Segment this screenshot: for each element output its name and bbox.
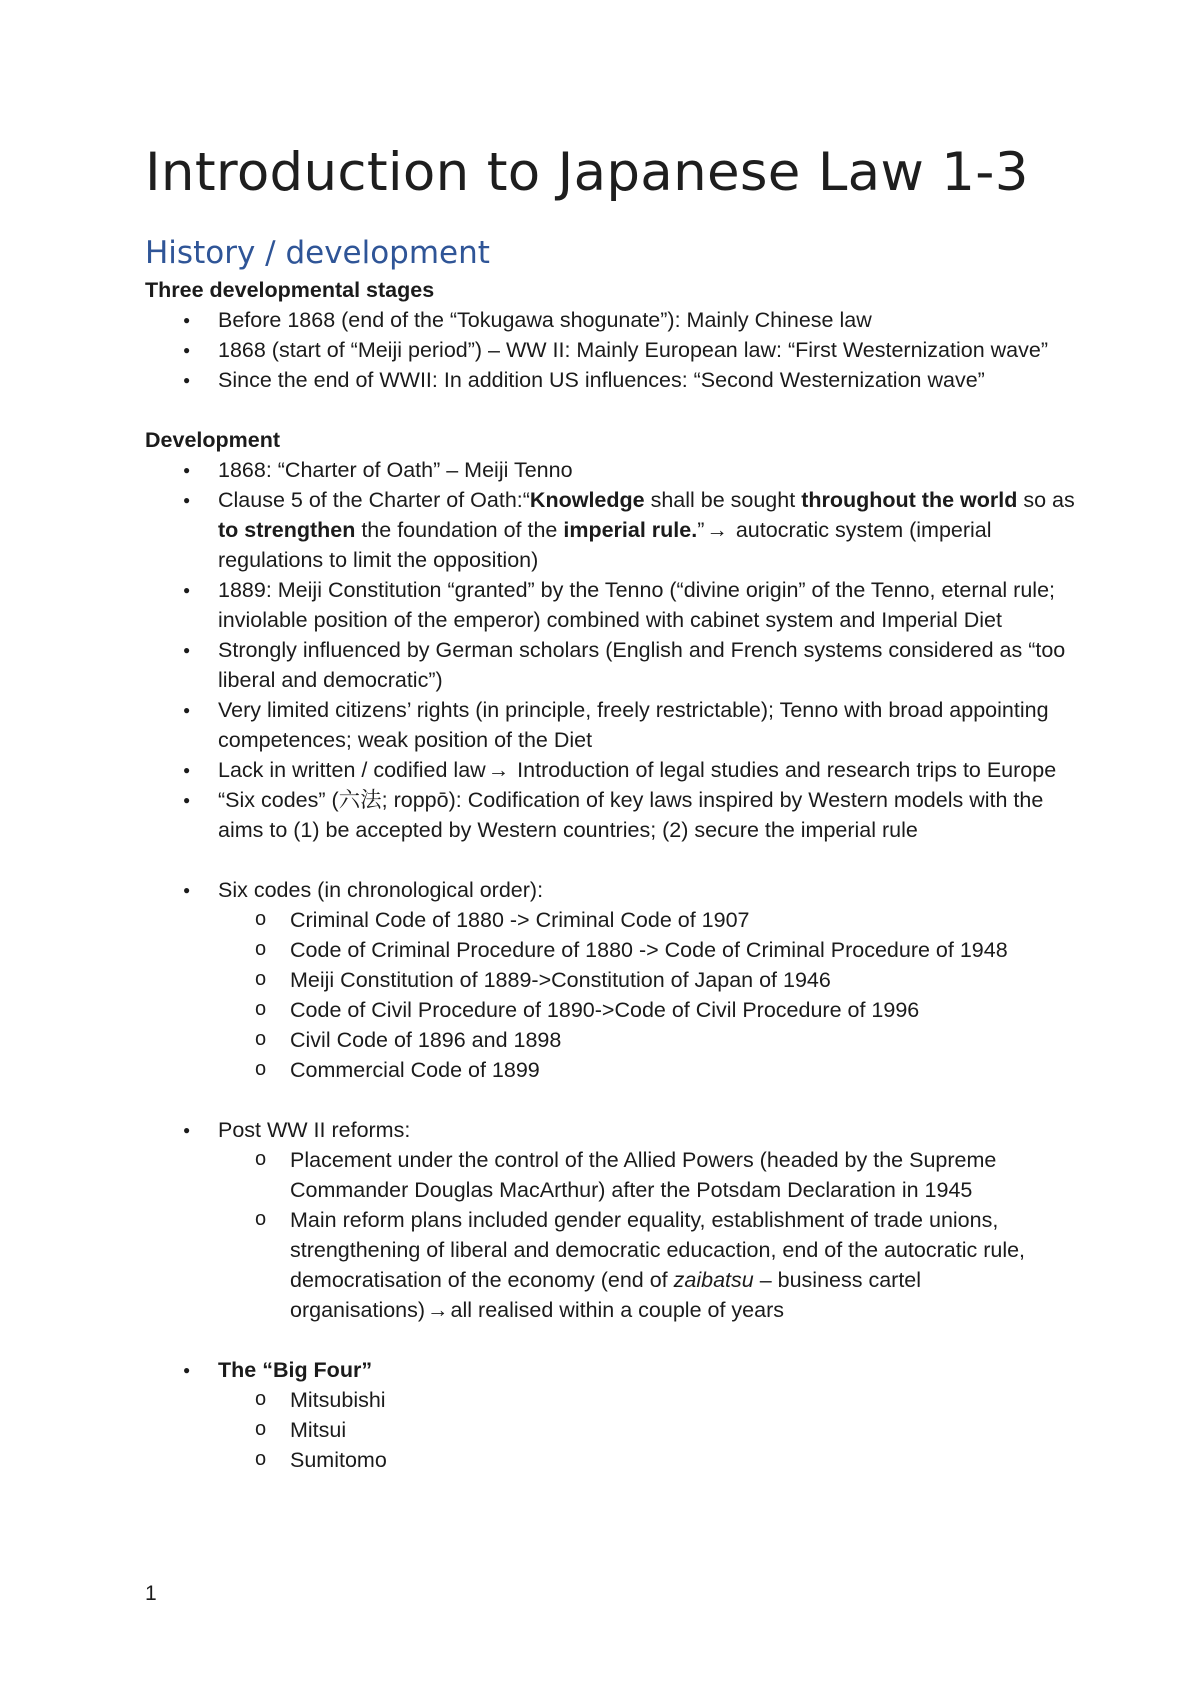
sub-list-item: o Placement under the control of the Allied Powers (headed by the Supreme Commander Douglas MacArthur) after the Potsdam Declaration in 1945 bbox=[145, 1145, 1075, 1205]
list-item: ● 1868: “Charter of Oath” – Meiji Tenno bbox=[145, 455, 1075, 485]
document-title: Introduction to Japanese Law 1-3 bbox=[145, 142, 1029, 203]
sub-list-item: o Mitsui bbox=[145, 1415, 1075, 1445]
section-heading-history: History / development bbox=[145, 235, 490, 271]
arrow-icon: → bbox=[706, 518, 728, 542]
list-item: ● The “Big Four” o Mitsubishi o Mitsui o Sumitomo bbox=[145, 1355, 1075, 1475]
sub-list-item: o Civil Code of 1896 and 1898 bbox=[145, 1025, 1075, 1055]
list-item: ● Before 1868 (end of the “Tokugawa shogunate”): Mainly Chinese law bbox=[145, 305, 1075, 335]
big-four-list bbox=[145, 1355, 1075, 1475]
development-list bbox=[145, 455, 1075, 845]
sub-list-item: o Meiji Constitution of 1889->Constitution of Japan of 1946 bbox=[145, 965, 1075, 995]
arrow-icon: → bbox=[427, 1298, 449, 1322]
sub-list-item: o Criminal Code of 1880 -> Criminal Code of 1907 bbox=[145, 905, 1075, 935]
list-item: ● Very limited citizens’ rights (in principle, freely restrictable); Tenno with broad appointing competences; weak position of the Diet bbox=[145, 695, 1075, 755]
six-codes-list bbox=[145, 875, 1075, 1085]
list-item: ● Post WW II reforms: o Placement under the control of the Allied Powers (headed by the Supreme Commander Douglas MacArthur) after the Potsdam Declaration in 1945 o Main reform plans included gender equality, establishment of trade unions, strengthening of liberal and democratic educaction, end of the autocratic rule, democratisation of the economy (end of zaibatsu – business cartel organisations)→all realised within a couple of years bbox=[145, 1115, 1075, 1325]
post-ww2-list bbox=[145, 1115, 1075, 1325]
list-item: ● 1868 (start of “Meiji period”) – WW II: Mainly European law: “First Westernization wave” bbox=[145, 335, 1075, 365]
list-item: ● “Six codes” (六法; roppō): Codification of key laws inspired by Western models with the aims to (1) be accepted by Western countries; (2) secure the imperial rule bbox=[145, 785, 1075, 845]
document-body bbox=[145, 275, 1075, 1475]
list-item: ● Lack in written / codified law→ Introduction of legal studies and research trips to Europe bbox=[145, 755, 1075, 785]
list-item: ● Six codes (in chronological order): o Criminal Code of 1880 -> Criminal Code of 1907 o Code of Criminal Procedure of 1880 -> Code of Criminal Procedure of 1948 o Meiji Constitution of 1889->Constitution of Japan of 1946 o Code of Civil Procedure of 1890->Code of Civil Procedure of 1996 o Civil Code of 1896 and 1898 o Commercial Code of 1899 bbox=[145, 875, 1075, 1085]
stages-label: Three developmental stages bbox=[145, 278, 435, 302]
development-label: Development bbox=[145, 428, 281, 452]
sub-list-item: o Mitsubishi bbox=[145, 1385, 1075, 1415]
page-number: 1 bbox=[145, 1582, 157, 1605]
list-item: ● 1889: Meiji Constitution “granted” by the Tenno (“divine origin” of the Tenno, eternal rule; inviolable position of the emperor) combined with cabinet system and Imperial Diet bbox=[145, 575, 1075, 635]
stages-list bbox=[145, 305, 1075, 395]
list-item: ● Strongly influenced by German scholars (English and French systems considered as “too liberal and democratic”) bbox=[145, 635, 1075, 695]
sub-list-item: o Code of Civil Procedure of 1890->Code of Civil Procedure of 1996 bbox=[145, 995, 1075, 1025]
list-item: ● Clause 5 of the Charter of Oath:“Knowledge shall be sought throughout the world so as to strengthen the foundation of the imperial rule.”→ autocratic system (imperial regulations to limit the opposition) bbox=[145, 485, 1075, 575]
sub-list-item: o Commercial Code of 1899 bbox=[145, 1055, 1075, 1085]
sub-list-item: o Code of Criminal Procedure of 1880 -> Code of Criminal Procedure of 1948 bbox=[145, 935, 1075, 965]
sub-list-item: o Sumitomo bbox=[145, 1445, 1075, 1475]
sub-list-item: o Main reform plans included gender equality, establishment of trade unions, strengthening of liberal and democratic educaction, end of the autocratic rule, democratisation of the economy (end of zaibatsu – business cartel organisations)→all realised within a couple of years bbox=[145, 1205, 1075, 1325]
list-item: ● Since the end of WWII: In addition US influences: “Second Westernization wave” bbox=[145, 365, 1075, 395]
arrow-icon: → bbox=[487, 758, 510, 782]
